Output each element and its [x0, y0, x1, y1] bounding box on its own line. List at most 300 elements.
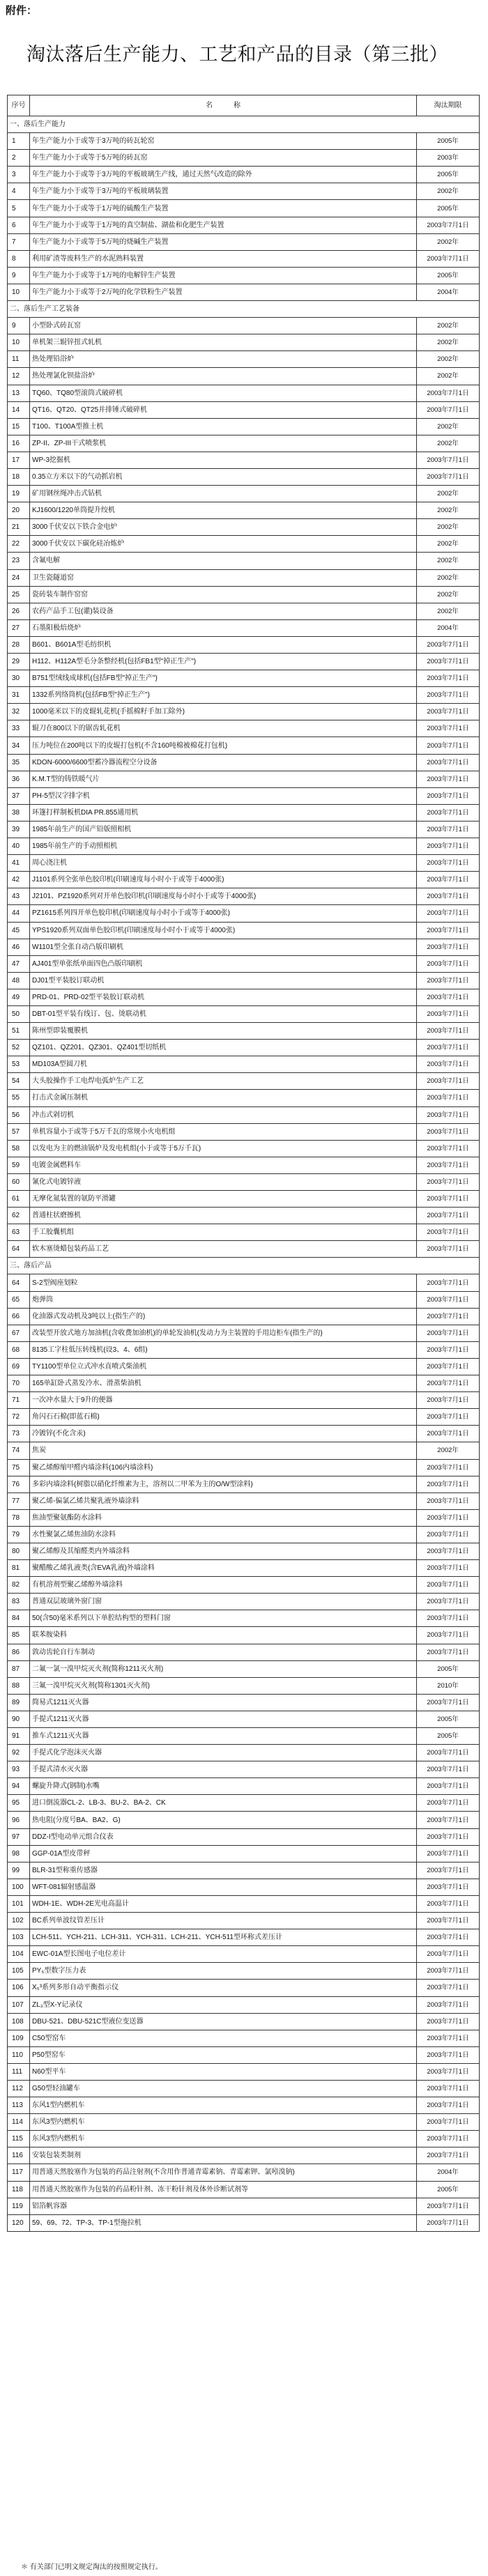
row-name: KDON-6000/6600型蓄冷器流程空分设备 [30, 754, 417, 771]
row-number: 92 [8, 1745, 30, 1761]
row-number: 39 [8, 821, 30, 838]
table-row [8, 368, 480, 385]
table-row [8, 855, 480, 872]
row-name: 3000千伏安以下碳化硅冶炼炉 [30, 536, 417, 553]
row-deadline: 2002年 [417, 569, 480, 586]
table-row [8, 670, 480, 687]
row-number: 86 [8, 1644, 30, 1660]
row-name: BLR-31型称重传感器 [30, 1862, 417, 1879]
row-deadline: 2003年7月1日 [417, 1005, 480, 1022]
row-deadline: 2005年 [417, 1660, 480, 1677]
row-number: 91 [8, 1728, 30, 1745]
table-row [8, 1543, 480, 1559]
row-name: 聚乙烯醇及其缩醛类内外墙涂料 [30, 1543, 417, 1559]
row-number: 32 [8, 704, 30, 720]
row-name: T100、T100A型推土机 [30, 418, 417, 435]
row-name: 小型卧式砖瓦窑 [30, 318, 417, 334]
table-row [8, 1157, 480, 1173]
row-deadline: 2003年7月1日 [417, 1929, 480, 1946]
row-name: 1332系列络筒机(包括FB型"掉正生产") [30, 687, 417, 704]
table-row [8, 1291, 480, 1308]
row-number: 80 [8, 1543, 30, 1559]
table-row [8, 1426, 480, 1442]
table-row [8, 838, 480, 855]
row-number: 9 [8, 318, 30, 334]
row-name: PY₅型数字压力表 [30, 1963, 417, 1980]
row-deadline: 2003年7月1日 [417, 452, 480, 468]
row-deadline: 2003年7月1日 [417, 2080, 480, 2097]
table-row [8, 486, 480, 502]
table-row [8, 1023, 480, 1040]
row-deadline: 2003年7月1日 [417, 2131, 480, 2147]
row-deadline: 2003年7月1日 [417, 1946, 480, 1963]
row-name: 年生产能力小于或等于3万吨的平板玻璃生产线，通过天然气改造的除外 [30, 167, 417, 183]
row-deadline: 2003年7月1日 [417, 905, 480, 922]
row-name: 普通双层玻璃外窗门窗 [30, 1594, 417, 1610]
row-name: 进口倒流器CL-2、LB-3、BU-2、BA-2、CK [30, 1795, 417, 1812]
row-number: 3 [8, 167, 30, 183]
row-name: P50型窑车 [30, 2046, 417, 2063]
row-deadline: 2003年7月1日 [417, 1409, 480, 1426]
row-deadline: 2003年7月1日 [417, 2013, 480, 2030]
row-name: 联苯胺染料 [30, 1627, 417, 1644]
row-number: 100 [8, 1879, 30, 1895]
table-row [8, 536, 480, 553]
row-deadline: 2003年7月1日 [417, 771, 480, 787]
row-name: 以发电为主的燃油锅炉及发电机组(小于或等于5万千瓦) [30, 1140, 417, 1157]
table-row [8, 1375, 480, 1392]
row-number: 49 [8, 989, 30, 1005]
row-number: 12 [8, 368, 30, 385]
row-deadline: 2003年7月1日 [417, 1308, 480, 1325]
table-row [8, 1644, 480, 1660]
table-row [8, 250, 480, 267]
row-number: 73 [8, 1426, 30, 1442]
row-name: W1101型全张自动凸版印刷机 [30, 939, 417, 955]
header-deadline: 淘汰期限 [417, 95, 480, 116]
row-name: BC系列单波纹管差压计 [30, 1913, 417, 1929]
table-row [8, 586, 480, 603]
row-deadline: 2004年 [417, 2164, 480, 2181]
row-deadline: 2003年7月1日 [417, 1358, 480, 1375]
row-deadline: 2003年7月1日 [417, 1828, 480, 1845]
section-title: 一、落后生产能力 [8, 116, 480, 133]
row-deadline: 2002年 [417, 519, 480, 536]
table-row [8, 687, 480, 704]
row-deadline: 2003年7月1日 [417, 1191, 480, 1208]
row-number: 71 [8, 1392, 30, 1409]
table-row [8, 284, 480, 300]
row-number: 108 [8, 2013, 30, 2030]
table-row [8, 569, 480, 586]
row-name: 冷镀锌(不化含汞) [30, 1426, 417, 1442]
row-name: 简易式1211灭火器 [30, 1694, 417, 1711]
footnote: ＊ 有关部门已明文规定淘汰的按照规定执行。 [21, 2563, 162, 2571]
row-number: 47 [8, 955, 30, 972]
table-row [8, 2063, 480, 2080]
table-row [8, 1711, 480, 1727]
row-number: 51 [8, 1023, 30, 1040]
row-deadline: 2003年7月1日 [417, 737, 480, 754]
table-row [8, 1056, 480, 1073]
row-deadline: 2004年 [417, 619, 480, 636]
row-number: 95 [8, 1795, 30, 1812]
row-deadline: 2003年7月1日 [417, 754, 480, 771]
document-title: 淘汰落后生产能力、工艺和产品的目录（第三批） [26, 44, 448, 65]
table-row [8, 1241, 480, 1258]
row-name: 水性聚氯乙烯焦油防水涂料 [30, 1526, 417, 1543]
row-deadline: 2003年7月1日 [417, 1745, 480, 1761]
row-name: 年生产能力小于或等于1万吨的硫酸生产装置 [30, 200, 417, 217]
row-number: 16 [8, 435, 30, 452]
table-row [8, 351, 480, 368]
row-number: 77 [8, 1493, 30, 1509]
table-row [8, 872, 480, 888]
row-number: 27 [8, 619, 30, 636]
row-number: 6 [8, 217, 30, 233]
row-name: ZP-II、ZP-III干式喷浆机 [30, 435, 417, 452]
row-deadline: 2002年 [417, 486, 480, 502]
row-deadline: 2002年 [417, 502, 480, 519]
row-deadline: 2003年7月1日 [417, 654, 480, 670]
row-name: 氰化式电镀锌液 [30, 1173, 417, 1190]
table-row [8, 1358, 480, 1375]
row-name: QT16、QT20、QT25并排锤式破碎机 [30, 401, 417, 418]
row-name: GGP-01A型皮带秤 [30, 1845, 417, 1862]
row-number: 68 [8, 1341, 30, 1358]
row-deadline: 2003年7月1日 [417, 1778, 480, 1795]
section-row [8, 1258, 480, 1274]
table-row [8, 1828, 480, 1845]
table-row [8, 2097, 480, 2114]
row-name: 165单缸卧式蒸发冷水、滑蒸柴油机 [30, 1375, 417, 1392]
row-name: 单机容量小于或等于5万千瓦的常规小火电机组 [30, 1123, 417, 1140]
row-number: 26 [8, 603, 30, 619]
row-deadline: 2002年 [417, 435, 480, 452]
row-number: 82 [8, 1577, 30, 1594]
row-name: 用普通天然胶塞作为包装的药品注射剂(不含用作普通青霉素钠、青霉素钾、氯吲溴钠) [30, 2164, 417, 2181]
row-deadline: 2002年 [417, 233, 480, 250]
row-deadline: 2005年 [417, 133, 480, 150]
row-number: 44 [8, 905, 30, 922]
row-number: 106 [8, 1980, 30, 1996]
row-number: 79 [8, 1526, 30, 1543]
row-deadline: 2003年7月1日 [417, 385, 480, 401]
row-deadline: 2003年7月1日 [417, 1375, 480, 1392]
row-name: 年生产能力小于或等于5万吨的烧碱生产装置 [30, 233, 417, 250]
table-row [8, 553, 480, 569]
row-name: 50(含50)毫米系列以下单腔结构型的塑料门窗 [30, 1610, 417, 1627]
table-row [8, 1073, 480, 1090]
row-number: 70 [8, 1375, 30, 1392]
row-name: J2101、PZ1920系列对开单色胶印机(印刷速度每小时小于或等于4000张) [30, 888, 417, 905]
row-number: 112 [8, 2080, 30, 2097]
row-number: 89 [8, 1694, 30, 1711]
row-number: 8 [8, 250, 30, 267]
row-number: 22 [8, 536, 30, 553]
table-row [8, 519, 480, 536]
row-deadline: 2003年7月1日 [417, 1812, 480, 1828]
table-row [8, 2214, 480, 2231]
row-name: 打击式金属压制机 [30, 1090, 417, 1106]
table-row [8, 1090, 480, 1106]
row-name: S-2型阀座划粒 [30, 1274, 417, 1291]
table-row [8, 1677, 480, 1694]
row-name: PRD-01、PRD-02型平装胶订联动机 [30, 989, 417, 1005]
table-row [8, 1476, 480, 1493]
row-deadline: 2003年7月1日 [417, 2198, 480, 2214]
row-number: 52 [8, 1040, 30, 1056]
table-header-row [8, 95, 480, 116]
row-name: 改装型开放式地方加油机(含收费加油机)的单轮发油机(发动力为主装置的手用边柜车(指生产的) [30, 1325, 417, 1341]
row-number: 72 [8, 1409, 30, 1426]
table-row [8, 754, 480, 771]
row-deadline: 2003年7月1日 [417, 989, 480, 1005]
row-deadline: 2003年7月1日 [417, 1341, 480, 1358]
row-number: 111 [8, 2063, 30, 2080]
row-deadline: 2003年7月1日 [417, 1173, 480, 1190]
row-deadline: 2003年7月1日 [417, 1980, 480, 1996]
section-title: 二、落后生产工艺装备 [8, 301, 480, 318]
row-deadline: 2003年 [417, 150, 480, 167]
row-name: B601、B601A型毛纺织机 [30, 636, 417, 653]
row-name: 环篷打样制板机DIA PR.855通用机 [30, 804, 417, 821]
table-row [8, 1106, 480, 1123]
table-row [8, 787, 480, 804]
row-number: 105 [8, 1963, 30, 1980]
table-row [8, 1879, 480, 1895]
row-deadline: 2002年 [417, 183, 480, 200]
row-number: 13 [8, 385, 30, 401]
row-name: 多彩内墙涂料(树脂以硝化纤维素为主，溶剂以二甲苯为主的O/W型涂料) [30, 1476, 417, 1493]
row-name: LCH-511、YCH-211、LCH-311、YCH-311、LCH-211、YCH-511型环称式差压计 [30, 1929, 417, 1946]
row-deadline: 2003年7月1日 [417, 1426, 480, 1442]
row-name: 热电阻(分度号BA、BA2、G) [30, 1812, 417, 1828]
table-body [8, 116, 480, 2232]
row-number: 4 [8, 183, 30, 200]
row-name: 1985年前生产的国产铅版照相机 [30, 821, 417, 838]
row-deadline: 2003年7月1日 [417, 2114, 480, 2131]
table-row [8, 1812, 480, 1828]
row-name: 一次冲水量大于9升的便器 [30, 1392, 417, 1409]
row-number: 65 [8, 1291, 30, 1308]
table-row [8, 2114, 480, 2131]
row-number: 48 [8, 972, 30, 989]
table-row [8, 233, 480, 250]
row-name: DDZ-I型电动单元组合仪表 [30, 1828, 417, 1845]
row-name: 矿用钢丝绳冲击式钻机 [30, 486, 417, 502]
row-number: 5 [8, 200, 30, 217]
row-number: 41 [8, 855, 30, 872]
row-number: 96 [8, 1812, 30, 1828]
header-name: 名 称 [30, 95, 417, 116]
row-name: 角闪石石棉(即蓝石棉) [30, 1409, 417, 1426]
row-name: 含氟电解 [30, 553, 417, 569]
row-number: 45 [8, 922, 30, 939]
row-number: 60 [8, 1173, 30, 1190]
row-number: 94 [8, 1778, 30, 1795]
row-number: 17 [8, 452, 30, 468]
row-number: 43 [8, 888, 30, 905]
row-deadline: 2003年7月1日 [417, 2097, 480, 2114]
table-row [8, 1913, 480, 1929]
row-name: 聚乙烯-偏氯乙烯共聚乳液外墙涂料 [30, 1493, 417, 1509]
row-number: 97 [8, 1828, 30, 1845]
row-number: 10 [8, 334, 30, 351]
table-row [8, 720, 480, 737]
table-row [8, 183, 480, 200]
row-deadline: 2003年7月1日 [417, 855, 480, 872]
table-row [8, 1308, 480, 1325]
table-row [8, 821, 480, 838]
row-name: N60型平车 [30, 2063, 417, 2080]
row-name: 年生产能力小于或等于1万吨的电解锌生产装置 [30, 267, 417, 284]
row-deadline: 2003年7月1日 [417, 1023, 480, 1040]
row-name: 用普通天然胶塞作为包装的药品粉针剂、冻干粉针剂及体外诊断试剂等 [30, 2181, 417, 2198]
row-number: 87 [8, 1660, 30, 1677]
row-deadline: 2003年7月1日 [417, 1106, 480, 1123]
row-name: 二氟一氯一溴甲烷灭火剂(简称1211灭火剂) [30, 1660, 417, 1677]
row-name: YPS1920系列双面单色胶印机(印刷速度每小时小于或等于4000张) [30, 922, 417, 939]
row-name: AJ401型单张纸单面四色凸版印刷机 [30, 955, 417, 972]
table-row [8, 502, 480, 519]
row-number: 23 [8, 553, 30, 569]
row-deadline: 2003年7月1日 [417, 1476, 480, 1493]
row-name: C50型窑车 [30, 2030, 417, 2046]
table-row [8, 1610, 480, 1627]
attachment-label: 附件： [6, 5, 38, 17]
row-number: 101 [8, 1895, 30, 1912]
row-name: WFT-081辐射感温器 [30, 1879, 417, 1895]
row-number: 78 [8, 1509, 30, 1526]
table-row [8, 1963, 480, 1980]
table-row [8, 2198, 480, 2214]
table-row [8, 1274, 480, 1291]
row-number: 31 [8, 687, 30, 704]
row-deadline: 2003年7月1日 [417, 217, 480, 233]
row-number: 62 [8, 1208, 30, 1224]
table-row [8, 267, 480, 284]
row-number: 113 [8, 2097, 30, 2114]
row-name: EWC-01A型长图电子电位差计 [30, 1946, 417, 1963]
row-number: 84 [8, 1610, 30, 1627]
row-number: 24 [8, 569, 30, 586]
row-number: 7 [8, 233, 30, 250]
row-deadline: 2003年7月1日 [417, 1123, 480, 1140]
row-number: 67 [8, 1325, 30, 1341]
table-row [8, 1191, 480, 1208]
row-number: 64 [8, 1274, 30, 1291]
row-deadline: 2003年7月1日 [417, 1090, 480, 1106]
table-row [8, 435, 480, 452]
table-row [8, 167, 480, 183]
row-deadline: 2003年7月1日 [417, 2030, 480, 2046]
table-row [8, 1694, 480, 1711]
row-deadline: 2003年7月1日 [417, 636, 480, 653]
row-number: 69 [8, 1358, 30, 1375]
row-name: 手提式化学泡沫灭火器 [30, 1745, 417, 1761]
table-row [8, 2147, 480, 2164]
row-deadline: 2003年7月1日 [417, 872, 480, 888]
row-deadline: 2002年 [417, 351, 480, 368]
table-row [8, 1442, 480, 1459]
row-deadline: 2003年7月1日 [417, 1392, 480, 1409]
row-number: 115 [8, 2131, 30, 2147]
row-number: 10 [8, 284, 30, 300]
row-deadline: 2002年 [417, 536, 480, 553]
row-name: TY1100型单位立式冲水直喷式柴油机 [30, 1358, 417, 1375]
row-deadline: 2003年7月1日 [417, 1963, 480, 1980]
row-deadline: 2003年7月1日 [417, 1694, 480, 1711]
row-name: 铝箔帆容器 [30, 2198, 417, 2214]
row-deadline: 2003年7月1日 [417, 1040, 480, 1056]
row-number: 109 [8, 2030, 30, 2046]
row-name: 8135工字柱低压转线机(设3、4、6组) [30, 1341, 417, 1358]
row-number: 9 [8, 267, 30, 284]
row-name: 化油器式发动机及3吨以上(指生产的) [30, 1308, 417, 1325]
row-name: 1985年前生产的手动照相机 [30, 838, 417, 855]
row-deadline: 2003年7月1日 [417, 1996, 480, 2013]
row-number: 42 [8, 872, 30, 888]
row-name: 手提式1211灭火器 [30, 1711, 417, 1727]
row-name: 东风3型内燃机车 [30, 2114, 417, 2131]
row-deadline: 2005年 [417, 167, 480, 183]
row-number: 102 [8, 1913, 30, 1929]
row-name: WDH-1E、WDH-2E光电高温计 [30, 1895, 417, 1912]
row-name: 手提式清水灭火器 [30, 1761, 417, 1778]
row-number: 55 [8, 1090, 30, 1106]
section-row [8, 116, 480, 133]
row-number: 83 [8, 1594, 30, 1610]
row-name: DJ01型平装胶订联动机 [30, 972, 417, 989]
table-row [8, 2046, 480, 2063]
table-row [8, 619, 480, 636]
row-deadline: 2003年7月1日 [417, 1140, 480, 1157]
table-row [8, 1208, 480, 1224]
row-name: WP-3挖掘机 [30, 452, 417, 468]
row-number: 76 [8, 1476, 30, 1493]
table-row [8, 603, 480, 619]
table-row [8, 1929, 480, 1946]
table-row [8, 955, 480, 972]
row-name: 手工胶囊机组 [30, 1224, 417, 1241]
row-deadline: 2003年7月1日 [417, 704, 480, 720]
table-row [8, 2181, 480, 2198]
table-row [8, 1224, 480, 1241]
row-number: 119 [8, 2198, 30, 2214]
table-row [8, 452, 480, 468]
row-name: DBT-01型平装有线订、包、烫联动机 [30, 1005, 417, 1022]
row-name: 陈州型即装覆膜机 [30, 1023, 417, 1040]
row-name: 1000毫米以下的皮辊轧花机(手摇棉籽手加工除外) [30, 704, 417, 720]
row-deadline: 2003年7月1日 [417, 1274, 480, 1291]
row-name: 有机溶剂型聚乙烯醇外墙涂料 [30, 1577, 417, 1594]
table-row [8, 922, 480, 939]
table-row [8, 418, 480, 435]
row-number: 74 [8, 1442, 30, 1459]
table-row [8, 1778, 480, 1795]
table-row [8, 704, 480, 720]
row-number: 98 [8, 1845, 30, 1862]
table-row [8, 2164, 480, 2181]
row-number: 37 [8, 787, 30, 804]
table-row [8, 1005, 480, 1022]
row-number: 1 [8, 133, 30, 150]
row-number: 64 [8, 1241, 30, 1258]
row-name: G50型轻油罐车 [30, 2080, 417, 2097]
row-name: 聚醋酸乙烯乳液类(含EVA乳液)外墙涂料 [30, 1560, 417, 1577]
row-name: J1101系列全张单色胶印机(印刷速度每小时小于或等于4000张) [30, 872, 417, 888]
